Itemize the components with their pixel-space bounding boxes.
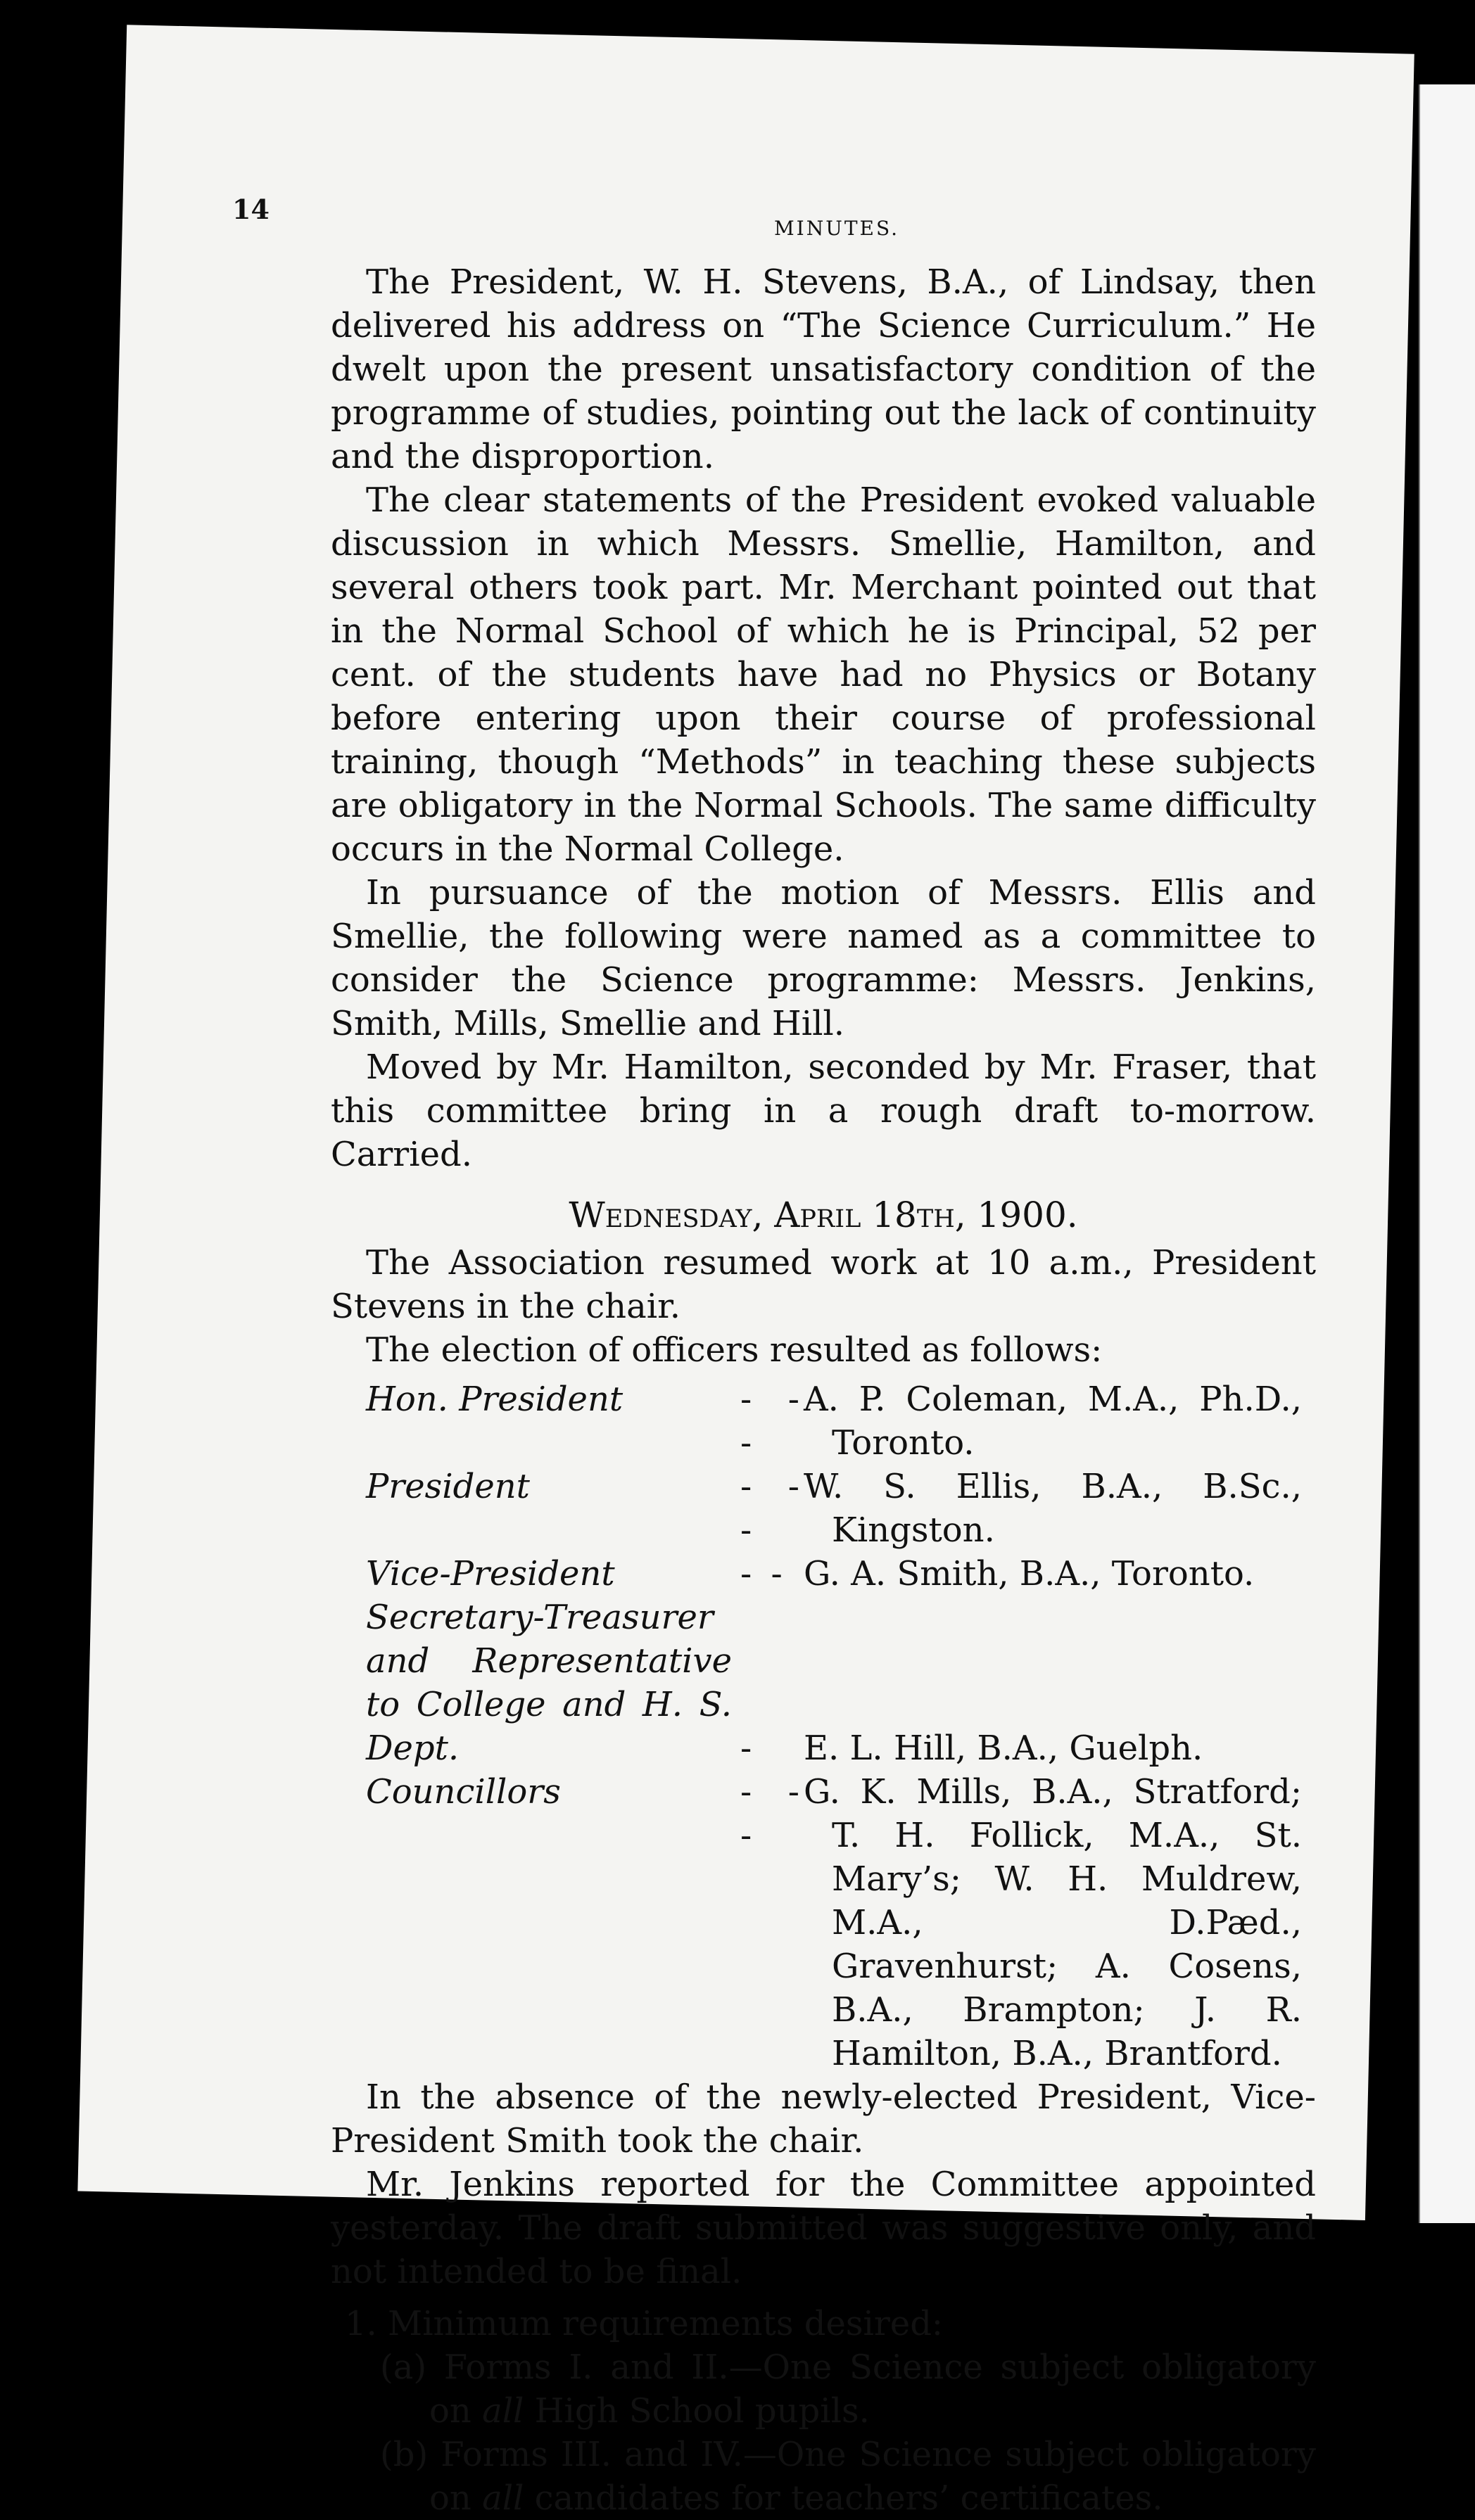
page-number: 14 bbox=[232, 193, 270, 225]
adjacent-page-edge bbox=[1419, 84, 1475, 2223]
office-holder-text: E. L. Hill, B.A., Guelph. bbox=[804, 1729, 1203, 1768]
office-holder-text: G. A. Smith, B.A., Toronto. bbox=[804, 1554, 1255, 1593]
requirement-item-b bbox=[380, 2433, 1316, 2520]
paragraph-chair-change: In the absence of the newly-elected President, Vice-President Smith took the chair. bbox=[331, 2077, 1316, 2161]
office-title: Hon. President bbox=[366, 1380, 623, 1419]
leader-dashes: - - - bbox=[740, 1467, 804, 1550]
office-holder bbox=[804, 1377, 1302, 1465]
leader-dashes: - - - bbox=[740, 1380, 804, 1463]
item-text-continued: candidates for teachers’ certificates. bbox=[534, 2478, 1163, 2518]
leader-dashes: - bbox=[740, 1729, 757, 1768]
officer-row bbox=[366, 1465, 1302, 1552]
office-holder-text: W. S. Ellis, B.A., B.Sc., Kingston. bbox=[804, 1467, 1302, 1550]
officer-row bbox=[366, 1596, 1302, 1770]
officers-table bbox=[366, 1377, 1302, 2075]
item-emphasis: all bbox=[482, 2391, 524, 2431]
item-text: Forms I. and II.—One Science subject obligatory on bbox=[429, 2348, 1316, 2431]
office-title: President bbox=[366, 1467, 530, 1506]
paragraph-election-intro: The election of officers resulted as follows: bbox=[366, 1330, 1103, 1370]
office-holder-text: A. P. Coleman, M.A., Ph.D., Toronto. bbox=[804, 1380, 1302, 1463]
section-heading-date: Wednesday, April 18th, 1900. bbox=[569, 1195, 1078, 1235]
item-label: (b) bbox=[380, 2435, 429, 2474]
page-body bbox=[331, 260, 1316, 2520]
leader-dashes: - - bbox=[740, 1554, 787, 1593]
paragraph-resumed: The Association resumed work at 10 a.m., President Stevens in the chair. bbox=[331, 1243, 1316, 1326]
paragraph-committee-report: Mr. Jenkins reported for the Committee appointed yesterday. The draft submitted was suggestive only, and not intended to be final. bbox=[331, 2165, 1316, 2291]
office-holder bbox=[804, 1770, 1302, 2075]
paragraph-president-address: The President, W. H. Stevens, B.A., of Lindsay, then delivered his address on “The Science Curriculum.” He dwelt upon the present unsatisfactory condition of the programme of studies, pointing out the lack of continuity and the disproportion. bbox=[331, 262, 1316, 476]
requirements-list bbox=[331, 2302, 1316, 2520]
item-text: Forms III. and IV.—One Science subject obligatory on bbox=[429, 2435, 1316, 2518]
paragraph-committee-named: In pursuance of the motion of Messrs. Ellis and Smellie, the following were named as a committee to consider the Science programme: Messrs. Jenkins, Smith, Mills, Smellie and Hill. bbox=[331, 873, 1316, 1043]
office-holder bbox=[804, 1465, 1302, 1552]
leader-dashes: - - - bbox=[740, 1772, 804, 1855]
officer-row bbox=[366, 1770, 1302, 2075]
item-text-continued: High School pupils. bbox=[534, 2391, 870, 2431]
office-holder-text: G. K. Mills, B.A., Stratford; T. H. Follick, M.A., St. Mary’s; W. H. Muldrew, M.A., D.Pæd., Gravenhurst; A. Cosens, B.A., Brampton; J. R. Hamilton, B.A., Brantford. bbox=[804, 1772, 1302, 2073]
officer-row bbox=[366, 1552, 1302, 1596]
running-head: MINUTES. bbox=[774, 217, 900, 240]
paragraph-motion: Moved by Mr. Hamilton, seconded by Mr. Fraser, that this committee bring in a rough draft to-morrow. Carried. bbox=[331, 1048, 1316, 1174]
office-title: Vice-President bbox=[366, 1554, 615, 1593]
office-title: Secretary-Treasurer and Representative to College and H. S. Dept. bbox=[366, 1598, 732, 1768]
item-label: (a) bbox=[380, 2348, 427, 2387]
office-title: Councillors bbox=[366, 1772, 561, 1812]
requirement-item-a bbox=[380, 2346, 1316, 2433]
office-holder bbox=[804, 1596, 1302, 1770]
item-emphasis: all bbox=[482, 2478, 524, 2518]
paragraph-discussion: The clear statements of the President evoked valuable discussion in which Messrs. Smellie, Hamilton, and several others took part. Mr. Merchant pointed out that in the Normal School of which he is Principal, 52 per cent. of the students have had no Physics or Botany before entering upon their course of professional training, though “Methods” in teaching these subjects are obligatory in the Normal Schools. The same difficulty occurs in the Normal College. bbox=[331, 481, 1316, 869]
officer-row bbox=[366, 1377, 1302, 1465]
requirement-item-1: 1. Minimum requirements desired: bbox=[345, 2304, 944, 2343]
office-holder bbox=[804, 1552, 1302, 1596]
